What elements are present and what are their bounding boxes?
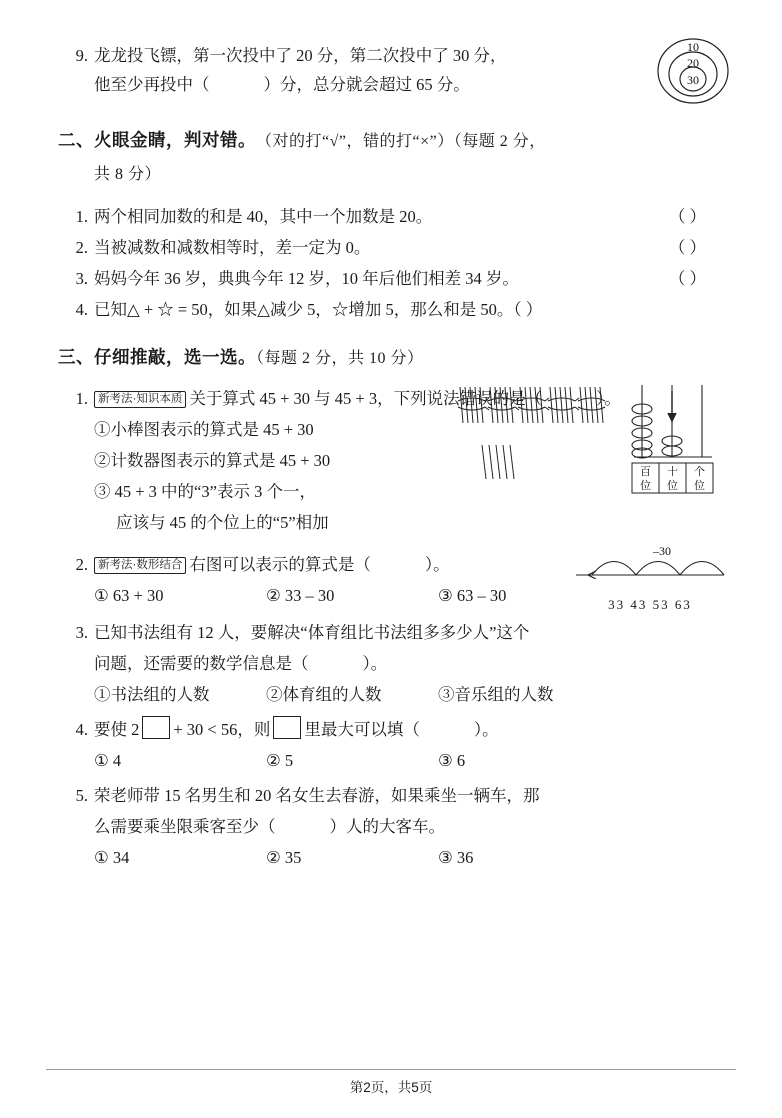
svg-text:–30: –30: [653, 545, 671, 558]
number-line-ticks: 33 43 53 63: [608, 597, 692, 612]
choice-item-5-stem-line2-b: ）人的大客车。: [329, 817, 445, 836]
choice-item-4-number: 4.: [75, 720, 88, 739]
svg-text:百: 百: [640, 466, 651, 478]
tf-item-1: [58, 201, 730, 232]
choice-item-4: [58, 714, 730, 776]
tf-item-2-text: 当被减数和减数相等时，差一定为 0。: [94, 238, 371, 257]
svg-text:位: 位: [694, 480, 705, 492]
choice-item-5-option-1[interactable]: ① 34: [94, 848, 130, 867]
tf-item-4: [58, 294, 730, 325]
choice-item-1: [58, 383, 730, 543]
choice-item-3-options: [58, 679, 730, 710]
dartboard-figure: [656, 34, 730, 108]
choice-item-1-option-2[interactable]: ②计数器图表示的算式是 45 + 30: [94, 451, 331, 470]
choice-item-5-option-3[interactable]: ③ 36: [438, 848, 474, 867]
choice-item-5-stem-line2: [58, 811, 730, 842]
page-number: 第2页，共5页: [349, 1080, 433, 1095]
choice-item-3: [58, 617, 730, 710]
choice-item-4-stem-d: ）。: [473, 720, 499, 739]
footer-divider: [46, 1069, 736, 1070]
number-line-figure: [570, 545, 730, 612]
question-9: [58, 40, 730, 112]
choice-item-1-option-3[interactable]: ③ 45 + 3 中的“3”表示 3 个一，: [94, 482, 316, 501]
choice-item-3-number: 3.: [75, 623, 88, 642]
svg-text:十: 十: [667, 466, 678, 478]
choice-item-2-blank[interactable]: [371, 549, 425, 580]
choice-item-4-box-1[interactable]: [142, 716, 170, 739]
svg-text:30: 30: [687, 73, 699, 87]
choice-item-4-option-1[interactable]: ① 4: [94, 751, 122, 770]
choice-item-2: [58, 545, 730, 613]
choice-item-2-option-3[interactable]: ③ 63 – 30: [438, 586, 507, 605]
svg-text:10: 10: [687, 40, 699, 54]
choice-item-3-stem-line2: [58, 648, 730, 679]
section-3-heading: [58, 341, 730, 375]
choice-item-1-option-3-cont: 应该与 45 的个位上的“5”相加: [116, 513, 329, 532]
choice-item-2-option-2[interactable]: ② 33 – 30: [266, 586, 335, 605]
choice-item-3-stem-line1: 已知书法组有 12 人，要解决“体育组比书法组多多少人”这个: [94, 623, 530, 642]
choice-item-2-stem-end: ）。: [424, 555, 450, 574]
choice-item-4-stem-b: + 30 < 56，则: [173, 720, 271, 739]
question-9-line1: 龙龙投飞镖，第一次投中了 20 分，第二次投中了 30 分，: [94, 46, 507, 65]
choice-item-4-options: [58, 745, 730, 776]
page-footer: [0, 1069, 782, 1096]
svg-text:20: 20: [687, 56, 699, 70]
number-line-icon: [570, 545, 730, 579]
tf-item-3-answer[interactable]: （ ）: [668, 269, 706, 288]
choice-item-2-stem: 右图可以表示的算式是（: [189, 555, 371, 574]
choice-item-2-number: 2.: [75, 555, 88, 574]
svg-text:个: 个: [694, 466, 705, 478]
tf-item-2-answer[interactable]: （ ）: [668, 238, 706, 257]
tf-item-4-text[interactable]: 已知△ + ☆ = 50，如果△减少 5，☆增加 5，那么和是 50。（ ）: [94, 300, 543, 319]
choice-item-5-options: [58, 842, 730, 873]
choice-item-5-stem-line1: 荣老师带 15 名男生和 20 名女生去春游，如果乘坐一辆车，那: [94, 786, 540, 805]
choice-item-2-option-1[interactable]: ① 63 + 30: [94, 586, 164, 605]
choice-item-3-stem-line2-b: ）。: [362, 654, 388, 673]
section-2-note: （对的打“√”，错的打“×”）（每题 2 分，: [256, 133, 546, 150]
tf-item-1-number: 1.: [75, 207, 88, 226]
choice-item-1-option-1[interactable]: ①小棒图表示的算式是 45 + 30: [94, 420, 314, 439]
choice-item-3-option-2[interactable]: ②体育组的人数: [266, 685, 382, 704]
tf-item-1-text: 两个相同加数的和是 40，其中一个加数是 20。: [94, 207, 433, 226]
sticks-figure: [456, 383, 606, 488]
question-9-number: 9.: [75, 46, 88, 65]
tf-item-4-number: 4.: [75, 300, 88, 319]
section-3-note: （每题 2 分，共 10 分）: [256, 350, 424, 367]
choice-item-1-stem-end: ）。: [596, 389, 621, 408]
section-2-note2: 共 8 分）: [94, 166, 162, 183]
question-9-line2-a: 他至少再投中（: [94, 75, 210, 94]
choice-item-4-box-2[interactable]: [273, 716, 301, 739]
choice-item-3-option-3[interactable]: ③音乐组的人数: [438, 685, 554, 704]
choice-item-3-option-1[interactable]: ①书法组的人数: [94, 685, 210, 704]
question-9-line2: [58, 69, 730, 100]
tf-item-1-answer[interactable]: （ ）: [668, 207, 706, 226]
choice-item-3-stem-line2-a: 问题，还需要的数学信息是（: [94, 654, 309, 673]
tf-item-3-text: 妈妈今年 36 岁，典典今年 12 岁，10 年后他们相差 34 岁。: [94, 269, 519, 288]
choice-item-3-blank[interactable]: [309, 648, 363, 679]
choice-item-4-option-3[interactable]: ③ 6: [438, 751, 466, 770]
bundled-sticks-icon: [456, 383, 606, 493]
choice-item-2-tag: 新考法·数形结合: [94, 557, 186, 574]
abacus-figure: [624, 379, 730, 499]
choice-item-4-blank[interactable]: [420, 714, 474, 745]
choice-item-5: [58, 780, 730, 873]
choice-item-5-stem-line2-a: 么需要乘坐限乘客至少（: [94, 817, 276, 836]
tf-item-2: [58, 232, 730, 263]
page-content: [58, 40, 730, 873]
choice-item-4-option-2[interactable]: ② 5: [266, 751, 294, 770]
choice-item-1-tag: 新考法·知识本质: [94, 391, 186, 408]
svg-text:位: 位: [640, 480, 651, 492]
choice-item-4-stem-c: 里最大可以填（: [304, 720, 420, 739]
dartboard-icon: [656, 34, 730, 108]
svg-text:位: 位: [667, 480, 678, 492]
section-3-title: 三、仔细推敲，选一选。: [58, 347, 256, 367]
section-2-heading: [58, 124, 730, 158]
tf-item-2-number: 2.: [75, 238, 88, 257]
choice-item-5-option-2[interactable]: ② 35: [266, 848, 302, 867]
choice-item-1-stem: 关于算式 45 + 30 与 45 + 3，下列说法错误的是（: [189, 389, 543, 408]
choice-item-1-number: 1.: [75, 389, 88, 408]
choice-item-5-number: 5.: [75, 786, 88, 805]
question-9-blank[interactable]: [210, 69, 264, 100]
tf-item-3: [58, 263, 730, 294]
section-2-title: 二、火眼金睛，判对错。: [58, 130, 256, 150]
counting-frame-icon: [624, 379, 730, 501]
tf-item-3-number: 3.: [75, 269, 88, 288]
question-9-line2-b: ）分，总分就会超过 65 分。: [263, 75, 470, 94]
choice-item-4-stem-a: 要使 2: [94, 720, 140, 739]
choice-item-5-blank[interactable]: [276, 811, 330, 842]
